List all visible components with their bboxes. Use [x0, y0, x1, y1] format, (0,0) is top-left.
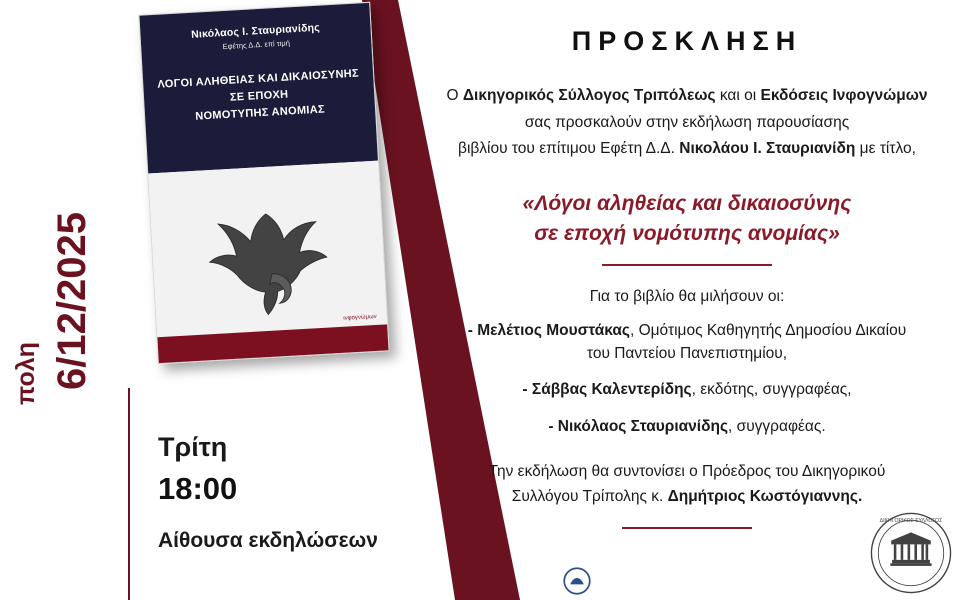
book-cover-title-line2: ΣΕ ΕΠΟΧΗ: [229, 88, 289, 104]
author-name: Νικολάου Ι. Σταυριανίδη: [679, 140, 856, 158]
speakers-heading: Για το βιβλίο θα μιλήσουν οι:: [589, 287, 785, 305]
speaker-1-role-line2: του Παντείου Πανεπιστημίου,: [586, 345, 788, 363]
book-title-quote-line1: «Λόγοι αληθείας και δικαιοσύνης: [522, 191, 852, 215]
coordinator-line2-a: Συλλόγου Τρίπολης κ.: [511, 487, 668, 505]
event-date-vertical: 6/12/2025: [50, 212, 94, 390]
intro-line1-c: και οι: [715, 87, 761, 104]
intro-line-2: σας προσκαλούν στην εκδήλωση παρουσίασης: [524, 113, 850, 131]
book-author-subtitle: Εφέτης Δ.Δ. επί τιμή: [222, 38, 291, 52]
intro-line-3: [422, 136, 952, 163]
vertical-date-band: [0, 212, 112, 600]
book-cover-bottom: [148, 161, 388, 364]
svg-text:ΔΙΚΗΓΟΡΙΚΟΣ ΣΥΛΛΟΓΟΣ: ΔΙΚΗΓΟΡΙΚΟΣ ΣΥΛΛΟΓΟΣ: [879, 518, 943, 525]
coordinator-paragraph: [422, 460, 952, 510]
organizer-publisher: Εκδόσεις Ινφογνώμων: [760, 87, 928, 104]
bar-association-seal-icon: [868, 510, 954, 596]
event-time: 18:00: [158, 471, 238, 506]
speaker-item: [422, 319, 952, 366]
book-cover: [138, 2, 389, 364]
coordinator-name: Δημήτριος Κωστόγιαννης.: [667, 487, 863, 505]
book-cover-title-line3: ΝΟΜΟΤΥΠΗΣ ΑΝΟΜΙΑΣ: [194, 103, 326, 123]
speaker-item: [422, 415, 952, 438]
page-title: ΠΡΟΣΚΛΗΣΗ: [571, 26, 803, 56]
book-cover-title: [155, 65, 364, 128]
event-venue: Αίθουσα εκδηλώσεων: [158, 529, 378, 552]
vertical-divider: [128, 388, 130, 600]
intro-line3-c: με τίτλο,: [855, 140, 916, 158]
intro-line-1: [422, 83, 952, 110]
intro-line1-a: Ο: [446, 87, 463, 104]
small-publisher-logo-icon: [560, 564, 594, 598]
event-details: [158, 432, 378, 553]
speaker-1-role-line1: , Ομότιμος Καθηγητής Δημοσίου Δικαίου: [629, 321, 907, 339]
divider-rule-bottom: [622, 527, 752, 529]
coordinator-line-1: Την εκδήλωση θα συντονίσει ο Πρόεδρος του Δικηγορικού: [488, 462, 886, 480]
book-publisher-logo: ινφογνώμων: [343, 314, 377, 323]
intro-paragraph: [422, 83, 952, 163]
book-title-quote-line2: σε εποχή νομότυπης ανομίας»: [534, 222, 840, 246]
divider-rule-top: [602, 264, 772, 266]
book-cover-top: [139, 3, 377, 174]
speaker-2-role-line1: , εκδότης, συγγραφέας,: [691, 381, 852, 399]
speaker-item: [422, 378, 952, 401]
eagle-illustration-icon: [189, 177, 347, 335]
speaker-1-name: - Μελέτιος Μουστάκας: [467, 321, 630, 339]
organizer-bar-association: Δικηγορικός Σύλλογος Τριπόλεως: [462, 87, 716, 104]
speaker-2-name: - Σάββας Καλεντερίδης: [522, 381, 692, 399]
intro-line3-a: βιβλίου του επίτιμου Εφέτη Δ.Δ.: [458, 140, 680, 158]
book-title-quote: [422, 189, 952, 250]
speaker-3-role-line1: , συγγραφέας.: [728, 417, 826, 435]
event-day: Τρίτη: [158, 432, 228, 462]
book-author: Νικόλαος Ι. Σταυριανίδης: [190, 21, 321, 41]
book-cover-title-line1: ΛΟΓΟΙ ΑΛΗΘΕΙΑΣ ΚΑΙ ΔΙΚΑΙΟΣΥΝΗΣ: [157, 67, 360, 91]
coordinator-line-2: [422, 485, 952, 510]
speaker-3-name: - Νικόλαος Σταυριανίδης: [548, 417, 729, 435]
event-city-vertical: πολη: [12, 342, 40, 405]
